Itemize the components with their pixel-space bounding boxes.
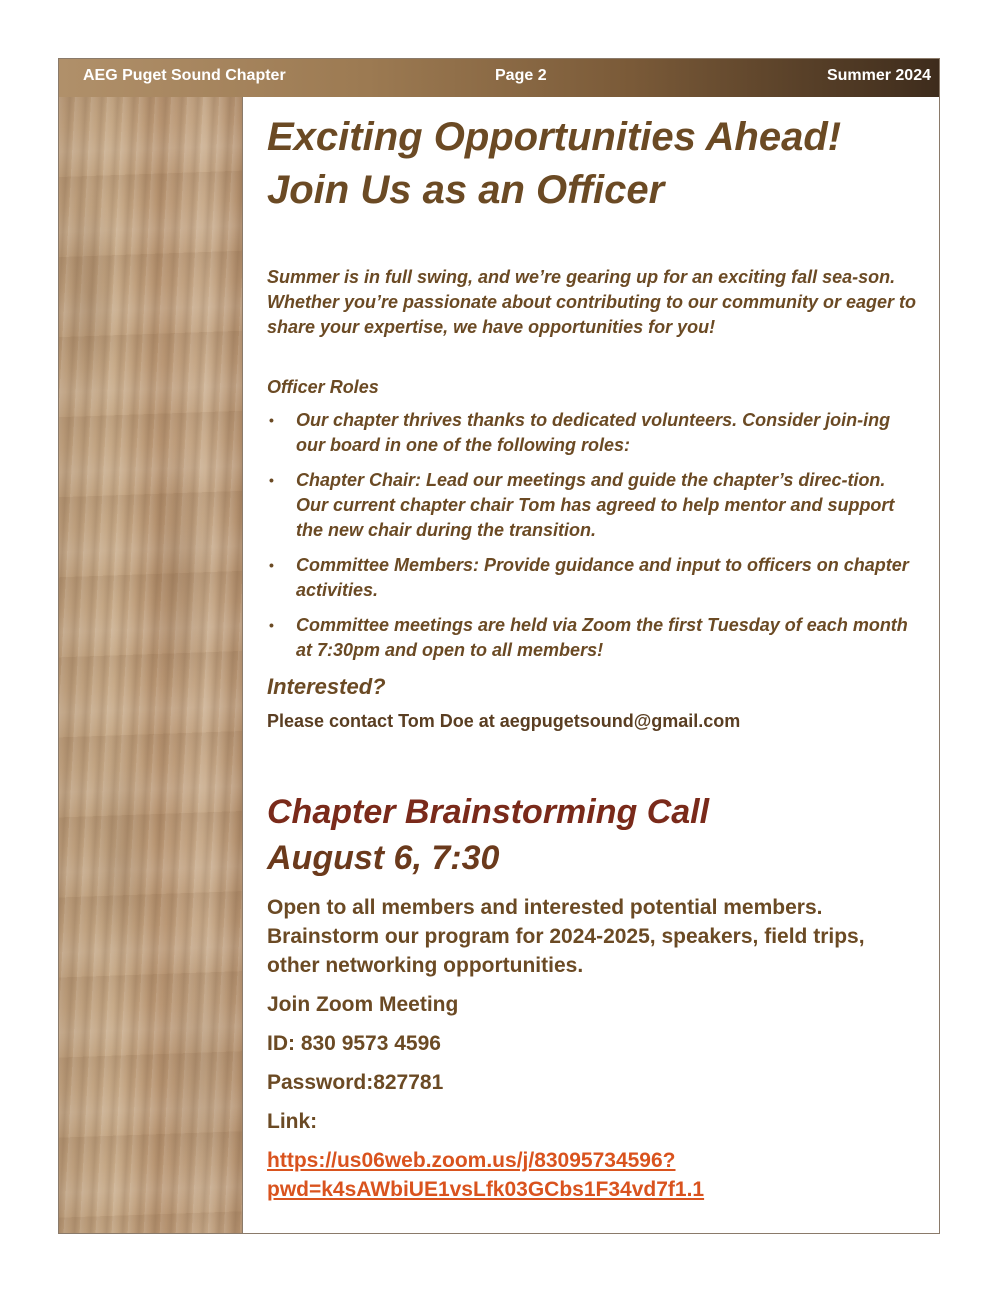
issue-date: Summer 2024	[826, 67, 931, 84]
zoom-password: Password:827781	[267, 1071, 444, 1094]
zoom-link-line2: pwd=k4sAWbiUE1vsLfk03GCbs1F34vd7f1.1	[267, 1178, 705, 1201]
zoom-link-line1: https://us06web.zoom.us/j/83095734596?	[267, 1149, 676, 1172]
zoom-meeting-link[interactable]	[267, 1146, 767, 1204]
header-bar	[59, 59, 939, 97]
call-description: Open to all members and interested potential members. Brainstorm our program for 2024-2025, speakers, field trips, other networking opportunities.	[267, 896, 865, 977]
page-number: Page 2	[495, 67, 547, 84]
terrain-relief-texture	[59, 97, 242, 1234]
role-item	[267, 553, 917, 603]
bullet-icon: •	[269, 412, 274, 428]
zoom-join-label: Join Zoom Meeting	[267, 993, 459, 1016]
role-item	[267, 408, 917, 458]
zoom-link-label: Link:	[267, 1110, 318, 1133]
roles-heading: Officer Roles	[267, 377, 379, 397]
zoom-meeting-id: ID: 830 9573 4596	[267, 1032, 441, 1055]
decorative-terrain-panel	[59, 97, 242, 1234]
intro-paragraph: Summer is in full swing, and we’re gearing up for an exciting fall sea-son. Whether you’re passionate about contributing to our community or eager to share your expertise, we have opportunities for you!	[267, 267, 917, 337]
role-text: Our chapter thrives thanks to dedicated volunteers. Consider join-ing our board in one of the following roles:	[296, 410, 891, 455]
newsletter-page	[58, 58, 940, 1234]
bullet-icon: •	[269, 617, 274, 633]
bullet-icon: •	[269, 472, 274, 488]
roles-list	[267, 408, 917, 663]
interested-heading: Interested?	[267, 674, 386, 699]
role-item	[267, 613, 917, 663]
role-text: Committee Members: Provide guidance and input to officers on chapter activities.	[296, 555, 909, 600]
role-text: Chapter Chair: Lead our meetings and guide the chapter’s direc-tion. Our current chapter chair Tom has agreed to help mentor and support the new chair during the transition.	[296, 470, 895, 540]
call-title: Chapter Brainstorming Call	[267, 793, 710, 831]
main-content	[267, 111, 917, 1204]
call-date: August 6, 7:30	[267, 839, 500, 877]
role-text: Committee meetings are held via Zoom the first Tuesday of each month at 7:30pm and open to all members!	[296, 615, 908, 660]
chapter-name: AEG Puget Sound Chapter	[83, 67, 286, 84]
contact-line: Please contact Tom Doe at aegpugetsound@gmail.com	[267, 711, 741, 731]
article-title	[267, 111, 917, 217]
role-item	[267, 468, 917, 543]
article-title-line2: Join Us as an Officer	[267, 168, 665, 212]
bullet-icon: •	[269, 557, 274, 573]
article-title-line1: Exciting Opportunities Ahead!	[267, 115, 842, 159]
